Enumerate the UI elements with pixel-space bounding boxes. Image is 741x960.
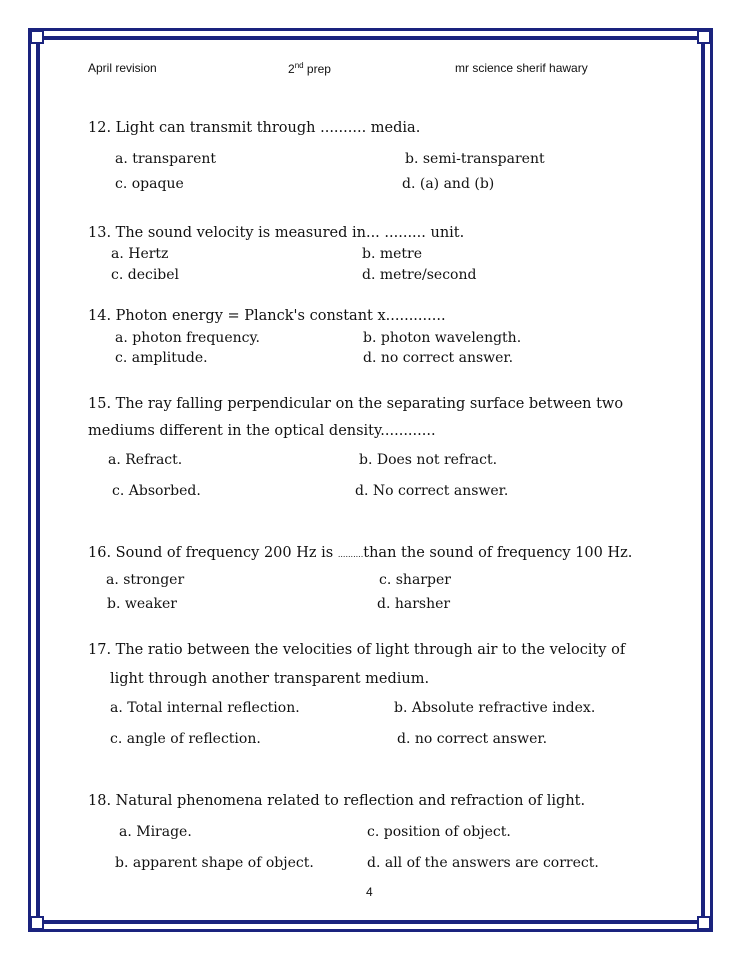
question-12-option-c: c. opaque bbox=[115, 176, 184, 192]
question-14-option-a: a. photon frequency. bbox=[115, 330, 260, 346]
question-13-option-a: a. Hertz bbox=[111, 246, 169, 262]
question-16-text: 16. Sound of frequency 200 Hz is ..........than the sound of frequency 100 Hz. bbox=[88, 545, 633, 561]
question-15-option-d: d. No correct answer. bbox=[355, 483, 509, 499]
page-border-inner bbox=[36, 36, 705, 924]
question-12-option-a: a. transparent bbox=[115, 151, 217, 167]
border-corner-ornament bbox=[697, 30, 711, 44]
question-13-option-c: c. decibel bbox=[111, 267, 180, 283]
question-16-option-c: c. sharper bbox=[379, 572, 451, 588]
question-14-option-b: b. photon wavelength. bbox=[363, 330, 522, 346]
question-12-text: 12. Light can transmit through .......... media. bbox=[88, 120, 421, 136]
question-15-option-a: a. Refract. bbox=[108, 452, 183, 468]
question-17-option-b: b. Absolute refractive index. bbox=[394, 700, 596, 716]
question-18-option-a: a. Mirage. bbox=[119, 824, 192, 840]
question-13-text: 13. The sound velocity is measured in... ......... unit. bbox=[88, 225, 465, 241]
border-corner-ornament bbox=[30, 30, 44, 44]
question-16-option-b: b. weaker bbox=[107, 596, 177, 612]
border-corner-ornament bbox=[30, 916, 44, 930]
header-right: mr science sherif hawary bbox=[455, 61, 588, 75]
question-13-option-b: b. metre bbox=[362, 246, 423, 262]
blank-dots: .......... bbox=[337, 550, 364, 559]
question-18-option-c: c. position of object. bbox=[367, 824, 511, 840]
question-17-option-d: d. no correct answer. bbox=[397, 731, 548, 747]
question-12-option-b: b. semi-transparent bbox=[405, 151, 545, 167]
question-18-text: 18. Natural phenomena related to reflection and refraction of light. bbox=[88, 793, 586, 809]
question-17-option-c: c. angle of reflection. bbox=[110, 731, 261, 747]
question-18-option-b: b. apparent shape of object. bbox=[115, 855, 314, 871]
question-13-option-d: d. metre/second bbox=[362, 267, 477, 283]
question-15-option-b: b. Does not refract. bbox=[359, 452, 498, 468]
question-15-text: 15. The ray falling perpendicular on the separating surface between two bbox=[88, 396, 624, 412]
question-17-option-a: a. Total internal reflection. bbox=[110, 700, 300, 716]
question-15-text-continued: mediums different in the optical density............ bbox=[88, 423, 436, 439]
question-17-text-continued: light through another transparent medium. bbox=[110, 671, 430, 687]
header-center: 2nd prep bbox=[288, 61, 331, 76]
question-14-option-d: d. no correct answer. bbox=[363, 350, 514, 366]
question-16-option-a: a. stronger bbox=[106, 572, 185, 588]
question-15-option-c: c. Absorbed. bbox=[112, 483, 201, 499]
question-17-text: 17. The ratio between the velocities of light through air to the velocity of bbox=[88, 642, 626, 658]
question-14-text: 14. Photon energy = Planck's constant x............. bbox=[88, 308, 446, 324]
border-corner-ornament bbox=[697, 916, 711, 930]
header-left: April revision bbox=[88, 61, 157, 75]
question-16-option-d: d. harsher bbox=[377, 596, 451, 612]
page-number: 4 bbox=[366, 885, 373, 899]
question-12-option-d: d. (a) and (b) bbox=[402, 176, 495, 192]
question-14-option-c: c. amplitude. bbox=[115, 350, 208, 366]
question-18-option-d: d. all of the answers are correct. bbox=[367, 855, 599, 871]
